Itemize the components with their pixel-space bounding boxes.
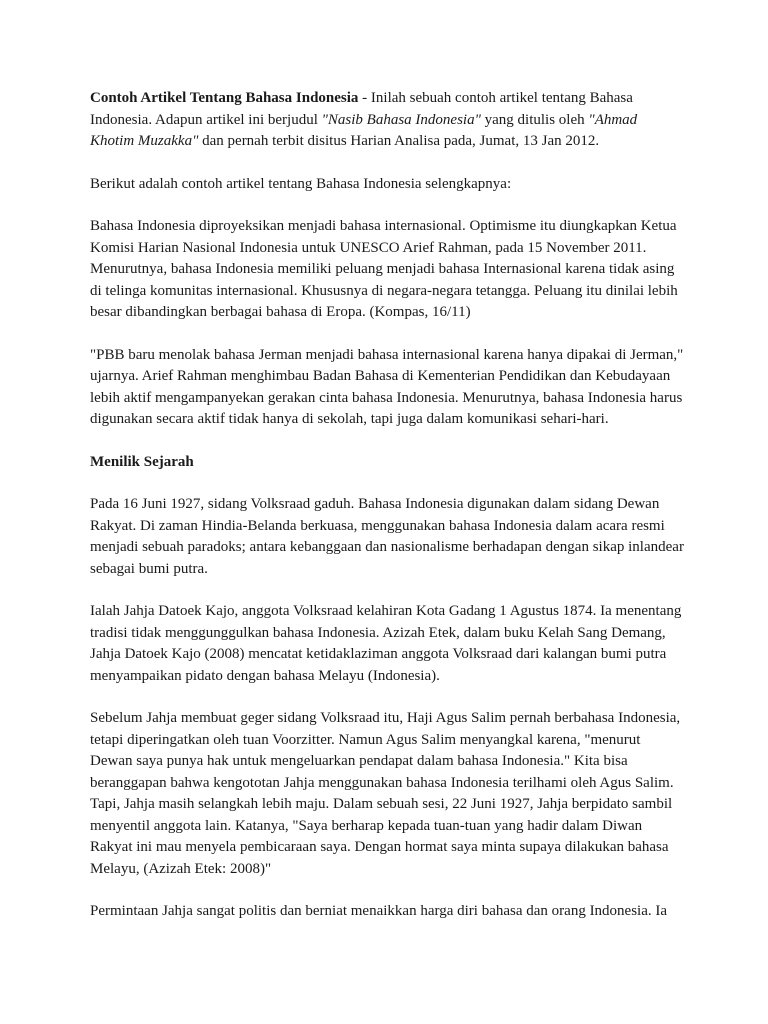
intro-text-2: yang ditulis oleh [480,111,589,128]
body-paragraph: "PBB baru menolak bahasa Jerman menjadi bahasa internasional karena hanya dipakai di Jerman," ujarnya. Arief Rahman menghimbau Badan Bahasa di Kementerian Pendidikan dan Kebudayaan lebih aktif mengampanyekan gerakan cinta bahasa Indonesia. Menurutnya, bahasa Indonesia harus digunakan secara aktif tidak hanya di sekolah, tapi juga dalam komunikasi sehari-hari. [90,346,684,427]
lead-paragraph: Berikut adalah contoh artikel tentang Bahasa Indonesia selengkapnya: [90,175,512,192]
intro-text-1: - Inilah sebuah contoh artikel tentang Bahasa Indonesia. Adapun artikel ini berjudul [90,90,633,128]
section-heading: Menilik Sejarah [90,453,194,470]
intro-text-3: dan pernah terbit disitus Harian Analisa pada, Jumat, 13 Jan 2012. [198,133,600,149]
body-paragraph: Bahasa Indonesia diproyeksikan menjadi bahasa internasional. Optimisme itu diungkapkan Ketua Komisi Harian Nasional Indonesia untuk UNESCO Arief Rahman, pada 15 November 2011. Menurutnya, bahasa Indonesia memiliki peluang menjadi bahasa Internasional karena tidak asing di telinga komunitas internasional. Khususnya di negara-negara tetangga. Peluang itu dinilai lebih besar dibandingkan berbagai bahasa di Eropa. (Kompas, 16/11) [90,218,678,320]
body-paragraph: Ialah Jahja Datoek Kajo, anggota Volksraad kelahiran Kota Gadang 1 Agustus 1874. Ia menentang tradisi tidak menggunggulkan bahasa Indonesia. Azizah Etek, dalam buku Kelah Sang Demang, Jahja Datoek Kajo (2008) mencatat ketidaklaziman anggota Volksraad dari kalangan bumi putra menyampaikan pidato dengan bahasa Melayu (Indonesia). [90,603,682,684]
article-author: "Ahmad Khotim Muzakka" [90,111,638,149]
article-title: "Nasib Bahasa Indonesia" [321,111,481,128]
body-paragraph: Permintaan Jahja sangat politis dan berniat menaikkan harga diri bahasa dan orang Indonesia. Ia [90,903,668,919]
body-paragraph: Sebelum Jahja membuat geger sidang Volksraad itu, Haji Agus Salim pernah berbahasa Indonesia, tetapi diperingatkan oleh tuan Voorzitter. Namun Agus Salim menyangkal karena, "menurut Dewan saya punya hak untuk mengeluarkan pendapat dalam bahasa Indonesia." Kita bisa beranggapan bahwa kengototan Jahja menggunakan bahasa Indonesia terilhami oleh Agus Salim. Tapi, Jahja masih selangkah lebih maju. Dalam sebuah sesi, 22 Juni 1927, Jahja berpidato sambil menyentil anggota lain. Katanya, "Saya berharap kepada tuan-tuan yang hadir dalam Diwan Rakyat ini mau menyela pembicaraan saya. Dengan hormat saya minta supaya dilakukan bahasa Melayu, (Azizah Etek: 2008)" [90,710,681,877]
body-paragraph: Pada 16 Juni 1927, sidang Volksraad gaduh. Bahasa Indonesia digunakan dalam sidang Dewan Rakyat. Di zaman Hindia-Belanda berkuasa, menggunakan bahasa Indonesia dalam acara resmi menjadi sebuah paradoks; antara kebanggaan dan nasionalisme berhadapan dengan sikap inlandear sebagai bumi putra. [90,496,684,577]
intro-paragraph [90,88,685,153]
document-page [90,88,685,944]
article-topic-title: Contoh Artikel Tentang Bahasa Indonesia [90,90,359,106]
